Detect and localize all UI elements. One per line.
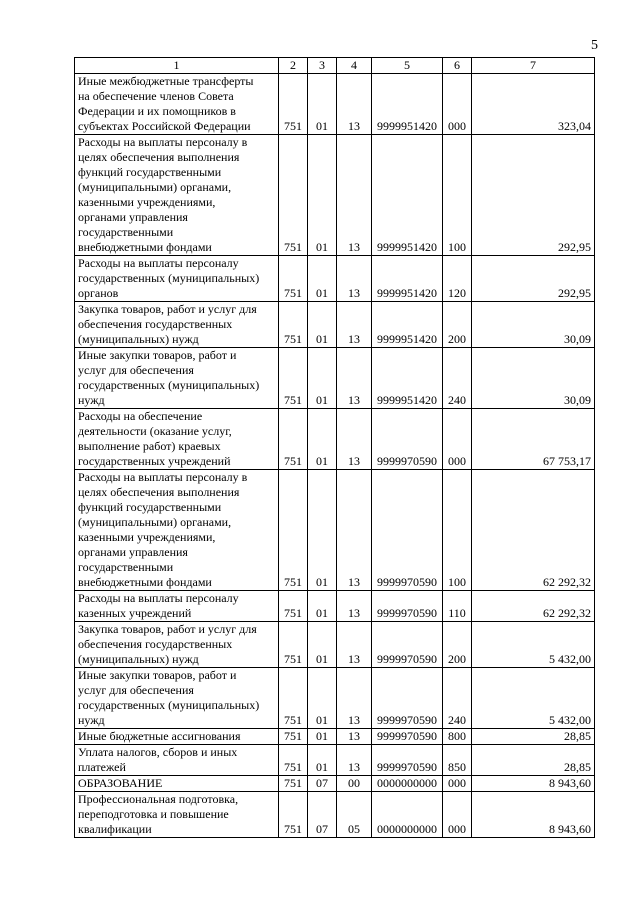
row-description: Иные межбюджетные трансферты на обеспечение членов Совета Федерации и их помощников в субъектах Российской Федерации <box>75 74 279 135</box>
row-amount: 28,85 <box>472 729 595 745</box>
row-ministry-code: 751 <box>279 745 308 776</box>
table-row <box>75 256 595 302</box>
row-expense-type: 240 <box>443 668 472 729</box>
table-row <box>75 409 595 470</box>
row-expense-type: 000 <box>443 792 472 838</box>
row-ministry-code: 751 <box>279 729 308 745</box>
table-row <box>75 729 595 745</box>
row-amount: 5 432,00 <box>472 622 595 668</box>
row-subsection-code: 13 <box>337 745 372 776</box>
table-row <box>75 745 595 776</box>
row-expense-type: 120 <box>443 256 472 302</box>
row-ministry-code: 751 <box>279 348 308 409</box>
row-amount: 323,04 <box>472 74 595 135</box>
row-description: Закупка товаров, работ и услуг для обеспечения государственных (муниципальных) нужд <box>75 302 279 348</box>
row-ministry-code: 751 <box>279 591 308 622</box>
table-row <box>75 302 595 348</box>
row-amount: 30,09 <box>472 348 595 409</box>
row-section-code: 01 <box>308 668 337 729</box>
column-header: 6 <box>443 58 472 74</box>
row-target-article: 9999970590 <box>372 668 443 729</box>
row-description: Иные закупки товаров, работ и услуг для обеспечения государственных (муниципальных) нужд <box>75 668 279 729</box>
row-subsection-code: 13 <box>337 470 372 591</box>
row-ministry-code: 751 <box>279 622 308 668</box>
row-description: Иные закупки товаров, работ и услуг для обеспечения государственных (муниципальных) нужд <box>75 348 279 409</box>
column-header: 7 <box>472 58 595 74</box>
row-target-article: 9999970590 <box>372 470 443 591</box>
row-section-code: 01 <box>308 622 337 668</box>
column-header: 2 <box>279 58 308 74</box>
row-amount: 292,95 <box>472 256 595 302</box>
row-subsection-code: 13 <box>337 591 372 622</box>
row-amount: 62 292,32 <box>472 470 595 591</box>
row-target-article: 9999970590 <box>372 622 443 668</box>
row-ministry-code: 751 <box>279 668 308 729</box>
row-ministry-code: 751 <box>279 74 308 135</box>
row-subsection-code: 13 <box>337 135 372 256</box>
row-expense-type: 850 <box>443 745 472 776</box>
row-section-code: 01 <box>308 729 337 745</box>
row-expense-type: 240 <box>443 348 472 409</box>
row-target-article: 9999951420 <box>372 256 443 302</box>
row-section-code: 07 <box>308 792 337 838</box>
row-subsection-code: 13 <box>337 302 372 348</box>
table-body <box>75 74 595 838</box>
row-description: Расходы на выплаты персоналу в целях обеспечения выполнения функций государственными (муниципальными) органами, казенными учреждениями, органами управления государственными внебюджетными фондами <box>75 135 279 256</box>
row-section-code: 01 <box>308 470 337 591</box>
budget-table <box>74 57 595 838</box>
row-description: Профессиональная подготовка, переподготовка и повышение квалификации <box>75 792 279 838</box>
table-row <box>75 470 595 591</box>
row-description: Расходы на обеспечение деятельности (оказание услуг, выполнение работ) краевых государственных учреждений <box>75 409 279 470</box>
row-section-code: 01 <box>308 409 337 470</box>
row-target-article: 9999951420 <box>372 74 443 135</box>
row-ministry-code: 751 <box>279 135 308 256</box>
table-row <box>75 776 595 792</box>
row-subsection-code: 13 <box>337 74 372 135</box>
row-expense-type: 200 <box>443 622 472 668</box>
row-ministry-code: 751 <box>279 302 308 348</box>
row-section-code: 01 <box>308 591 337 622</box>
column-header: 3 <box>308 58 337 74</box>
row-section-code: 01 <box>308 74 337 135</box>
table-row <box>75 74 595 135</box>
row-ministry-code: 751 <box>279 792 308 838</box>
row-description: Иные бюджетные ассигнования <box>75 729 279 745</box>
column-header: 1 <box>75 58 279 74</box>
row-subsection-code: 13 <box>337 348 372 409</box>
row-amount: 8 943,60 <box>472 792 595 838</box>
row-subsection-code: 13 <box>337 409 372 470</box>
row-expense-type: 200 <box>443 302 472 348</box>
row-description: Закупка товаров, работ и услуг для обеспечения государственных (муниципальных) нужд <box>75 622 279 668</box>
row-description: Расходы на выплаты персоналу казенных учреждений <box>75 591 279 622</box>
row-section-code: 07 <box>308 776 337 792</box>
table-row <box>75 591 595 622</box>
row-description: ОБРАЗОВАНИЕ <box>75 776 279 792</box>
row-target-article: 0000000000 <box>372 792 443 838</box>
row-expense-type: 000 <box>443 776 472 792</box>
row-amount: 62 292,32 <box>472 591 595 622</box>
row-expense-type: 110 <box>443 591 472 622</box>
row-section-code: 01 <box>308 745 337 776</box>
row-section-code: 01 <box>308 348 337 409</box>
row-target-article: 9999951420 <box>372 302 443 348</box>
row-description: Уплата налогов, сборов и иных платежей <box>75 745 279 776</box>
row-amount: 67 753,17 <box>472 409 595 470</box>
row-target-article: 9999970590 <box>372 729 443 745</box>
row-subsection-code: 13 <box>337 668 372 729</box>
row-description: Расходы на выплаты персоналу государственных (муниципальных) органов <box>75 256 279 302</box>
row-section-code: 01 <box>308 256 337 302</box>
row-expense-type: 000 <box>443 74 472 135</box>
table-row <box>75 348 595 409</box>
row-amount: 292,95 <box>472 135 595 256</box>
table-header-row <box>75 58 595 74</box>
row-target-article: 9999970590 <box>372 745 443 776</box>
column-header: 5 <box>372 58 443 74</box>
row-expense-type: 800 <box>443 729 472 745</box>
row-subsection-code: 05 <box>337 792 372 838</box>
row-target-article: 9999970590 <box>372 591 443 622</box>
row-ministry-code: 751 <box>279 409 308 470</box>
table-row <box>75 792 595 838</box>
table-row <box>75 668 595 729</box>
row-expense-type: 100 <box>443 135 472 256</box>
row-amount: 5 432,00 <box>472 668 595 729</box>
row-description: Расходы на выплаты персоналу в целях обеспечения выполнения функций государственными (муниципальными) органами, казенными учреждениями, органами управления государственными внебюджетными фондами <box>75 470 279 591</box>
row-section-code: 01 <box>308 302 337 348</box>
row-subsection-code: 13 <box>337 729 372 745</box>
row-subsection-code: 13 <box>337 256 372 302</box>
table-row <box>75 622 595 668</box>
row-ministry-code: 751 <box>279 256 308 302</box>
table-row <box>75 135 595 256</box>
row-expense-type: 100 <box>443 470 472 591</box>
row-target-article: 9999970590 <box>372 409 443 470</box>
row-ministry-code: 751 <box>279 776 308 792</box>
row-amount: 30,09 <box>472 302 595 348</box>
row-amount: 28,85 <box>472 745 595 776</box>
page-number: 5 <box>591 38 598 53</box>
row-amount: 8 943,60 <box>472 776 595 792</box>
row-target-article: 9999951420 <box>372 348 443 409</box>
row-target-article: 9999951420 <box>372 135 443 256</box>
row-subsection-code: 13 <box>337 622 372 668</box>
row-target-article: 0000000000 <box>372 776 443 792</box>
row-ministry-code: 751 <box>279 470 308 591</box>
row-expense-type: 000 <box>443 409 472 470</box>
row-section-code: 01 <box>308 135 337 256</box>
column-header: 4 <box>337 58 372 74</box>
row-subsection-code: 00 <box>337 776 372 792</box>
